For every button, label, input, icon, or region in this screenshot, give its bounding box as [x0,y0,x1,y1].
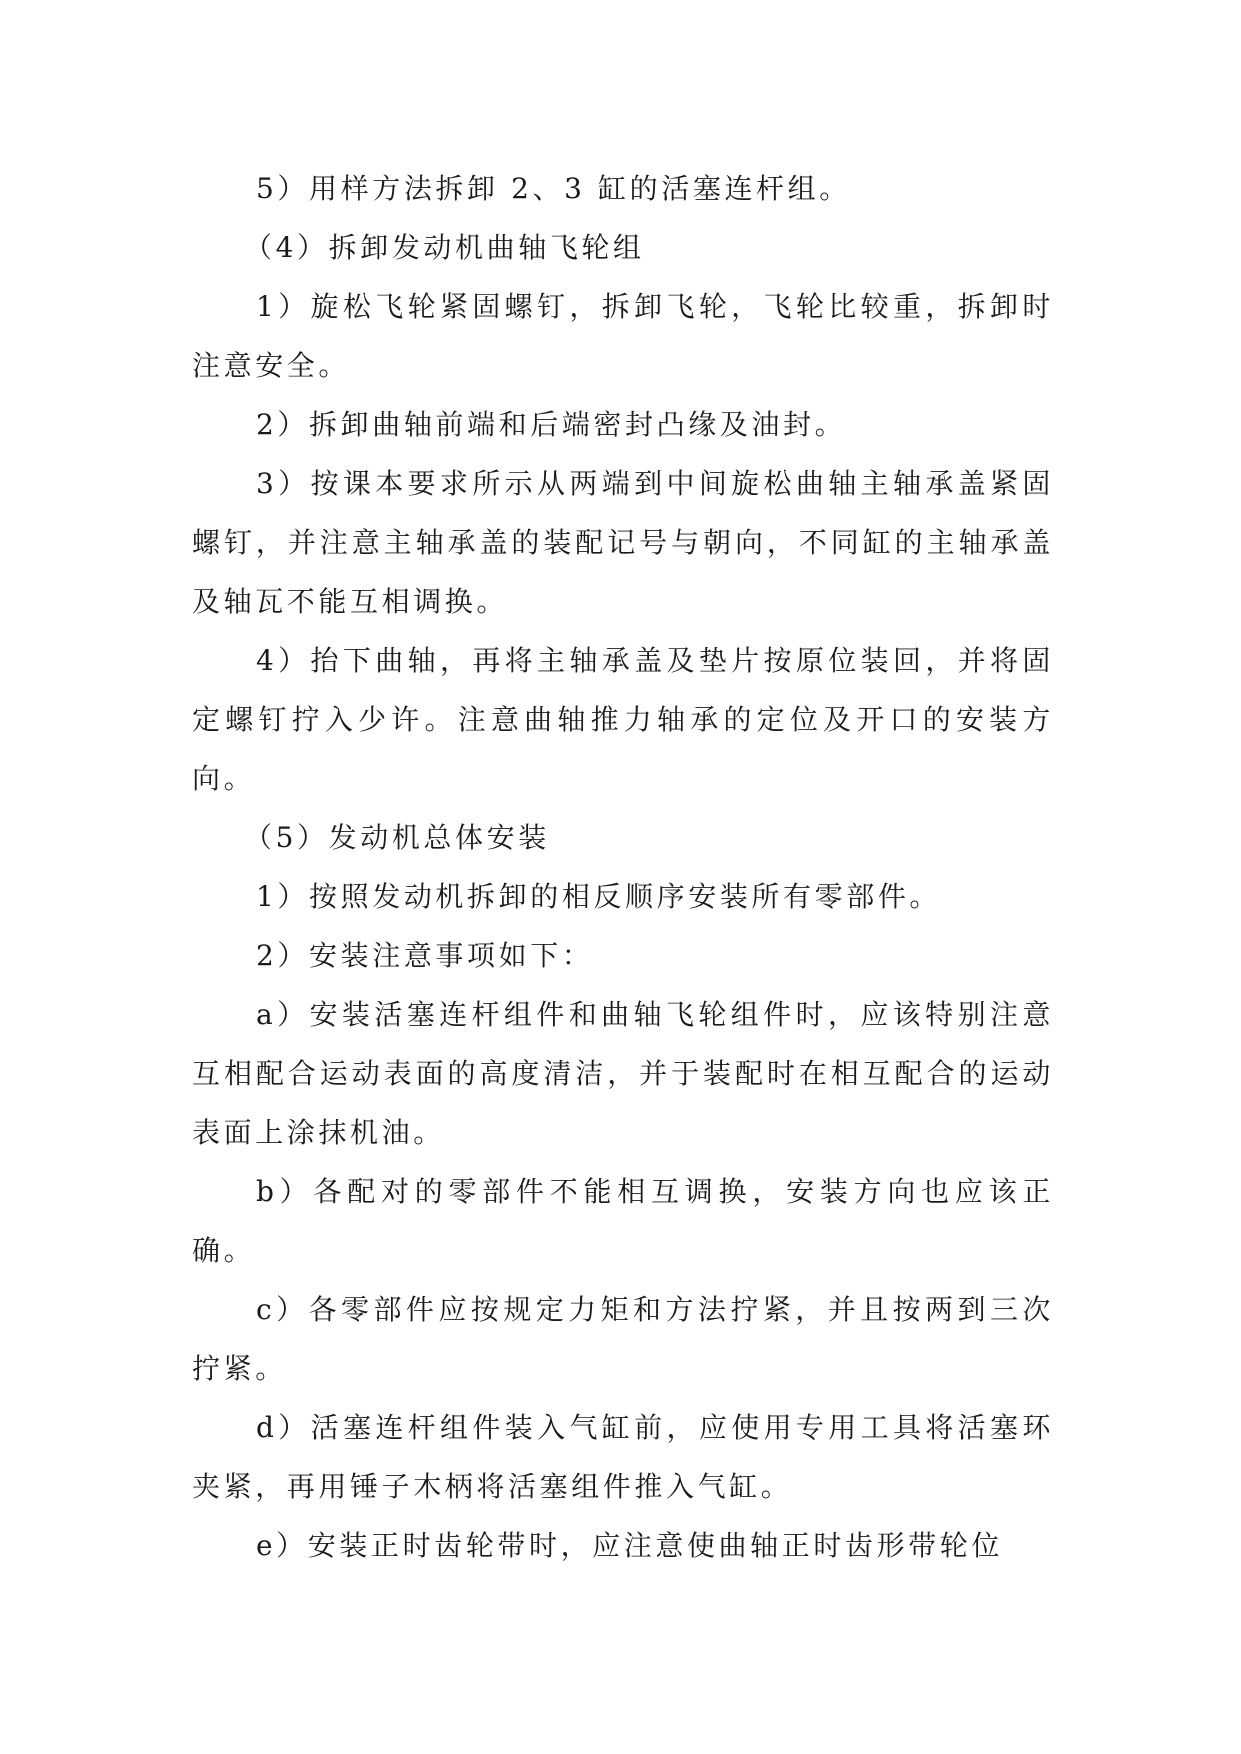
paragraph-step-4-crankshaft: 4）抬下曲轴，再将主轴承盖及垫片按原位装回，并将固定螺钉拧入少许。注意曲轴推力轴承的定位及开口的安装方向。 [192,644,1054,795]
section-heading-4: （4）拆卸发动机曲轴飞轮组 [244,231,645,264]
body-text [192,159,1054,1575]
paragraph-step-1-flywheel: 1）旋松飞轮紧固螺钉，拆卸飞轮，飞轮比较重，拆卸时注意安全。 [192,290,1054,382]
paragraph-note-b: b）各配对的零部件不能相互调换，安装方向也应该正确。 [192,1175,1054,1267]
paragraph-note-d: d）活塞连杆组件装入气缸前，应使用专用工具将活塞环夹紧，再用锤子木柄将活塞组件推入气缸。 [192,1411,1054,1503]
paragraph-step-5-repeat: 5）用样方法拆卸 2、3 缸的活塞连杆组。 [256,172,851,205]
paragraph-note-e: e）安装正时齿轮带时，应注意使曲轴正时齿形带轮位 [256,1529,1003,1562]
paragraph-note-c: c）各零部件应按规定力矩和方法拧紧，并且按两到三次拧紧。 [192,1293,1054,1385]
paragraph-step-3-bearing-caps: 3）按课本要求所示从两端到中间旋松曲轴主轴承盖紧固螺钉，并注意主轴承盖的装配记号与朝向，不同缸的主轴承盖及轴瓦不能互相调换。 [192,467,1054,618]
paragraph-note-a: a）安装活塞连杆组件和曲轴飞轮组件时，应该特别注意互相配合运动表面的高度清洁，并于装配时在相互配合的运动表面上涂抹机油。 [192,998,1054,1149]
paragraph-step-2-seals: 2）拆卸曲轴前端和后端密封凸缘及油封。 [256,408,847,441]
paragraph-install-step-2: 2）安装注意事项如下： [256,939,594,972]
section-heading-5: （5）发动机总体安装 [244,821,550,854]
paragraph-install-step-1: 1）按照发动机拆卸的相反顺序安装所有零部件。 [256,880,942,913]
